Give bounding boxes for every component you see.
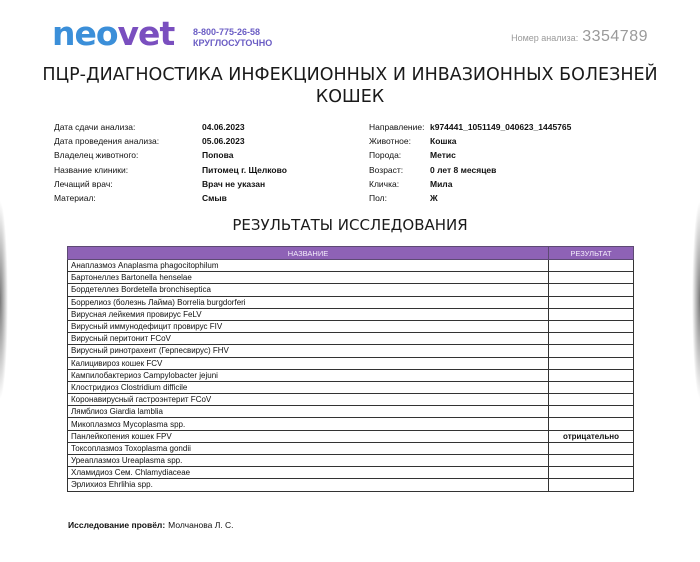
info-label: Владелец животного:	[54, 150, 139, 161]
test-name: Бартонеллез Bartonella henselae	[68, 272, 549, 284]
test-result	[549, 320, 634, 332]
test-result	[549, 455, 634, 467]
test-result	[549, 357, 634, 369]
info-value: Метис	[430, 150, 456, 161]
table-row	[68, 272, 634, 284]
info-label: Дата проведения анализа:	[54, 136, 160, 147]
info-row	[54, 120, 287, 134]
column-header-name: НАЗВАНИЕ	[68, 247, 549, 260]
test-name: Клостридиоз Clostridium difficile	[68, 381, 549, 393]
info-row	[369, 163, 571, 177]
table-row	[68, 467, 634, 479]
column-header-result: РЕЗУЛЬТАТ	[549, 247, 634, 260]
footer-value: Молчанова Л. С.	[168, 520, 234, 530]
analysis-number: 3354789	[582, 28, 648, 45]
info-label: Порода:	[369, 150, 402, 161]
test-name: Кампилобактериоз Campylobacter jejuni	[68, 369, 549, 381]
info-label: Дата сдачи анализа:	[54, 122, 136, 132]
test-result	[549, 394, 634, 406]
info-value: Попова	[202, 150, 234, 161]
neovet-logo	[52, 14, 174, 54]
test-name: Уреаплазмоз Ureaplasma spp.	[68, 455, 549, 467]
table-row	[68, 369, 634, 381]
table-row	[68, 345, 634, 357]
contact-block	[193, 27, 272, 49]
table-row	[68, 418, 634, 430]
test-result	[549, 479, 634, 491]
test-name: Токсоплазмоз Toxoplasma gondii	[68, 442, 549, 454]
test-result	[549, 272, 634, 284]
test-name: Вирусная лейкемия провирус FeLV	[68, 308, 549, 320]
test-name: Калицивироз кошек FCV	[68, 357, 549, 369]
info-row	[369, 120, 571, 134]
phone-number[interactable]: 8-800-775-26-58	[193, 27, 261, 37]
results-title: РЕЗУЛЬТАТЫ ИССЛЕДОВАНИЯ	[232, 216, 468, 234]
test-result	[549, 381, 634, 393]
table-row	[68, 406, 634, 418]
info-value: Ж	[430, 192, 438, 203]
test-name: Эрлихиоз Ehrlihia spp.	[68, 479, 549, 491]
test-result	[549, 467, 634, 479]
table-row	[68, 430, 634, 442]
info-value: Врач не указан	[202, 178, 266, 189]
footer-signature	[68, 520, 234, 530]
info-label: Лечащий врач:	[54, 178, 113, 189]
test-result	[549, 333, 634, 345]
info-value: 04.06.2023	[202, 122, 245, 132]
info-label: Название клиники:	[54, 164, 129, 175]
test-name: Панлейкопения кошек FPV	[68, 430, 549, 442]
table-row	[68, 333, 634, 345]
test-name: Хламидиоз Сем. Chlamydiaceae	[68, 467, 549, 479]
info-value: Смыв	[202, 192, 227, 203]
table-row	[68, 260, 634, 272]
test-result: отрицательно	[549, 430, 634, 442]
analysis-number-label: Номер анализа:	[511, 33, 579, 43]
table-header-row	[68, 247, 634, 260]
info-row	[54, 191, 287, 205]
logo-part-neo: neo	[52, 14, 118, 53]
table-row	[68, 394, 634, 406]
test-result	[549, 406, 634, 418]
page-title: ПЦР-ДИАГНОСТИКА ИНФЕКЦИОННЫХ И ИНВАЗИОННЫХ БОЛЕЗНЕЙ КОШЕК	[42, 65, 658, 107]
table-row	[68, 308, 634, 320]
test-result	[549, 308, 634, 320]
table-row	[68, 357, 634, 369]
test-name: Вирусный ринотрахеит (Герпесвирус) FHV	[68, 345, 549, 357]
info-row	[369, 191, 571, 205]
info-label: Животное:	[369, 136, 411, 147]
test-name: Бордетеллез Bordetella bronchiseptica	[68, 284, 549, 296]
info-row	[369, 177, 571, 191]
info-row	[369, 148, 571, 162]
right-edge-shadow	[692, 200, 700, 400]
info-row	[54, 177, 287, 191]
info-value: k974441_1051149_040623_1445765	[430, 122, 572, 132]
test-name: Коронавирусный гастроэнтерит FCoV	[68, 394, 549, 406]
test-result	[549, 345, 634, 357]
info-row	[369, 134, 571, 148]
table-row	[68, 455, 634, 467]
results-table	[67, 246, 634, 492]
table-row	[68, 296, 634, 308]
info-label: Пол:	[369, 192, 387, 203]
test-result	[549, 369, 634, 381]
footer-label: Исследование провёл:	[68, 520, 166, 530]
test-name: Вирусный иммунодефицит провирус FIV	[68, 320, 549, 332]
table-row	[68, 479, 634, 491]
info-value: 05.06.2023	[202, 136, 245, 147]
info-row	[54, 148, 287, 162]
info-left-column	[54, 120, 287, 205]
logo-part-vet: vet	[117, 14, 175, 53]
test-name: Анаплазмоз Anaplasma phagocitophilum	[68, 260, 549, 272]
info-value: Питомец г. Щелково	[202, 164, 287, 175]
test-result	[549, 442, 634, 454]
info-label: Кличка:	[369, 178, 400, 189]
info-label: Направление:	[369, 122, 425, 132]
table-row	[68, 442, 634, 454]
table-row	[68, 381, 634, 393]
test-name: Лямблиоз Giardia lamblia	[68, 406, 549, 418]
phone-note: КРУГЛОСУТОЧНО	[193, 38, 273, 48]
info-row	[54, 134, 287, 148]
test-name: Боррелиоз (болезнь Лайма) Borrelia burgdorferi	[68, 296, 549, 308]
table-row	[68, 284, 634, 296]
test-name: Микоплазмоз Mycoplasma spp.	[68, 418, 549, 430]
info-value: Кошка	[430, 136, 457, 147]
test-result	[549, 284, 634, 296]
test-result	[549, 260, 634, 272]
test-name: Вирусный перитонит FCoV	[68, 333, 549, 345]
info-value: 0 лет 8 месяцев	[430, 164, 497, 175]
info-label: Возраст:	[369, 164, 404, 175]
info-right-column	[369, 120, 571, 205]
info-label: Материал:	[54, 192, 96, 203]
info-row	[54, 163, 287, 177]
left-edge-shadow	[0, 200, 8, 400]
analysis-number-block	[511, 28, 648, 46]
test-result	[549, 296, 634, 308]
test-result	[549, 418, 634, 430]
table-row	[68, 320, 634, 332]
info-value: Мила	[430, 178, 453, 189]
